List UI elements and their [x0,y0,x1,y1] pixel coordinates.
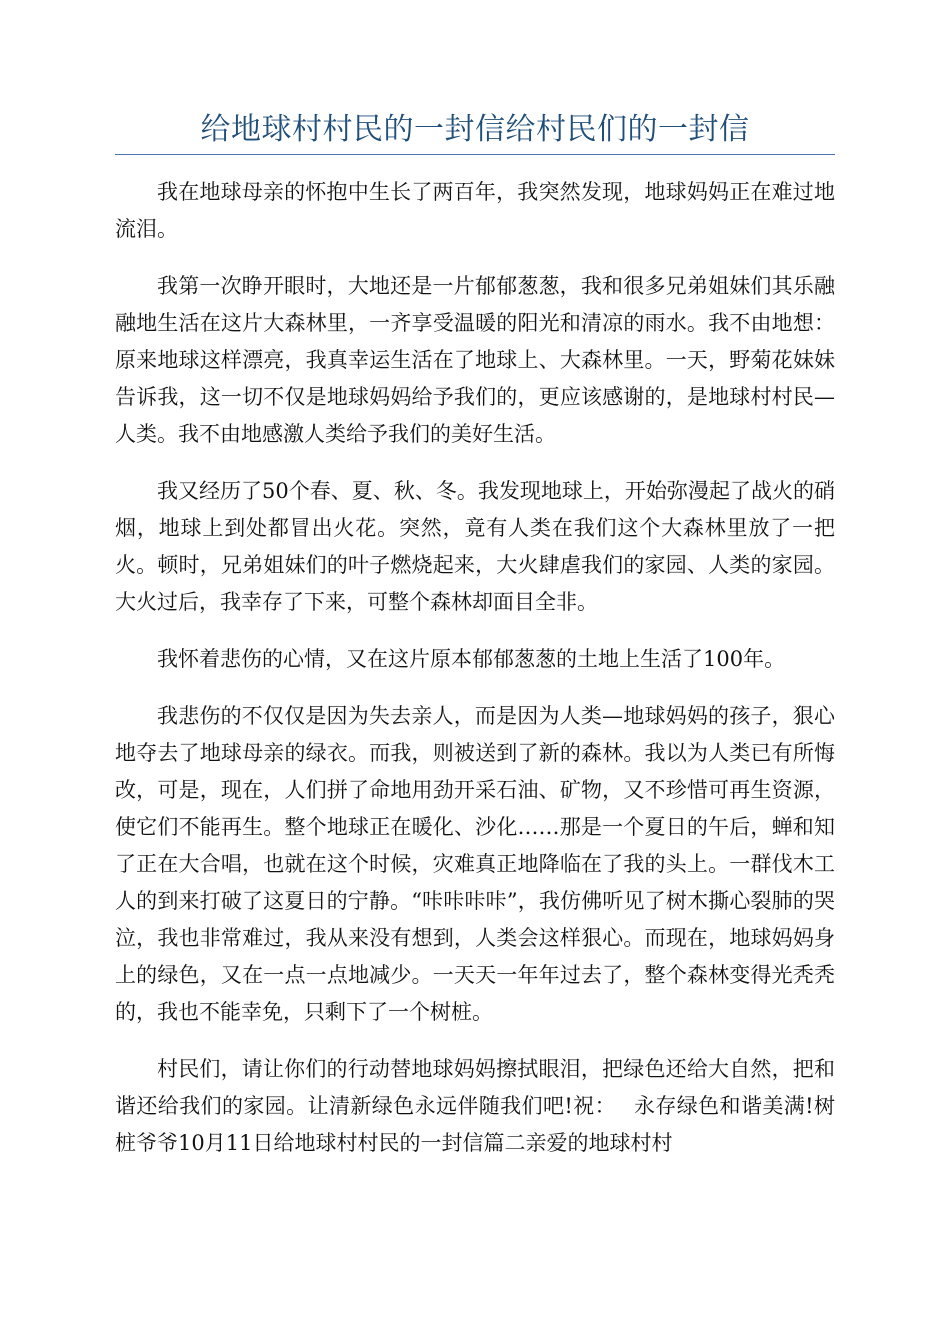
paragraph-5: 我悲伤的不仅仅是因为失去亲人，而是因为人类—地球妈妈的孩子，狠心地夺去了地球母亲的绿衣。而我，则被送到了新的森林。我以为人类已有所悔改，可是，现在，人们拼了命地用劲开采石油、矿物，又不珍惜可再生资源，使它们不能再生。整个地球正在暖化、沙化……那是一个夏日的午后，蝉和知了正在大合唱，也就在这个时候，灾难真正地降临在了我的头上。一群伐木工人的到来打破了这夏日的宁静。“咔咔咔咔”，我仿佛听见了树木撕心裂肺的哭泣，我也非常难过，我从来没有想到，人类会这样狠心。而现在，地球妈妈身上的绿色，又在一点一点地减少。一天天一年年过去了，整个森林变得光秃秃的，我也不能幸免，只剩下了一个树桩。 [115,704,835,1024]
paragraph-4: 我怀着悲伤的心情，又在这片原本郁郁葱葱的土地上生活了100年。 [157,647,786,671]
paragraph-1: 我在地球母亲的怀抱中生长了两百年，我突然发现，地球妈妈正在难过地流泪。 [115,180,835,241]
title-underline [115,154,835,155]
paragraph-6: 村民们，请让你们的行动替地球妈妈擦拭眼泪，把绿色还给大自然，把和谐还给我们的家园。让清新绿色永远伴随我们吧!祝： 永存绿色和谐美满!树桩爷爷10月11日给地球村村民的一封信篇二亲爱的地球村村 [115,1057,835,1155]
document-body [115,174,835,1182]
paragraph-3: 我又经历了50个春、夏、秋、冬。我发现地球上，开始弥漫起了战火的硝烟，地球上到处都冒出火花。突然，竟有人类在我们这个大森林里放了一把火。顿时，兄弟姐妹们的叶子燃烧起来，大火肆虐我们的家园、人类的家园。大火过后，我幸存了下来，可整个森林却面目全非。 [115,479,835,614]
paragraph-2: 我第一次睁开眼时，大地还是一片郁郁葱葱，我和很多兄弟姐妹们其乐融融地生活在这片大森林里，一齐享受温暖的阳光和清凉的雨水。我不由地想：原来地球这样漂亮，我真幸运生活在了地球上、大森林里。一天，野菊花妹妹告诉我，这一切不仅是地球妈妈给予我们的，更应该感谢的，是地球村村民—人类。我不由地感激人类给予我们的美好生活。 [115,274,835,446]
document-title: 给地球村村民的一封信给村民们的一封信 [200,112,750,147]
